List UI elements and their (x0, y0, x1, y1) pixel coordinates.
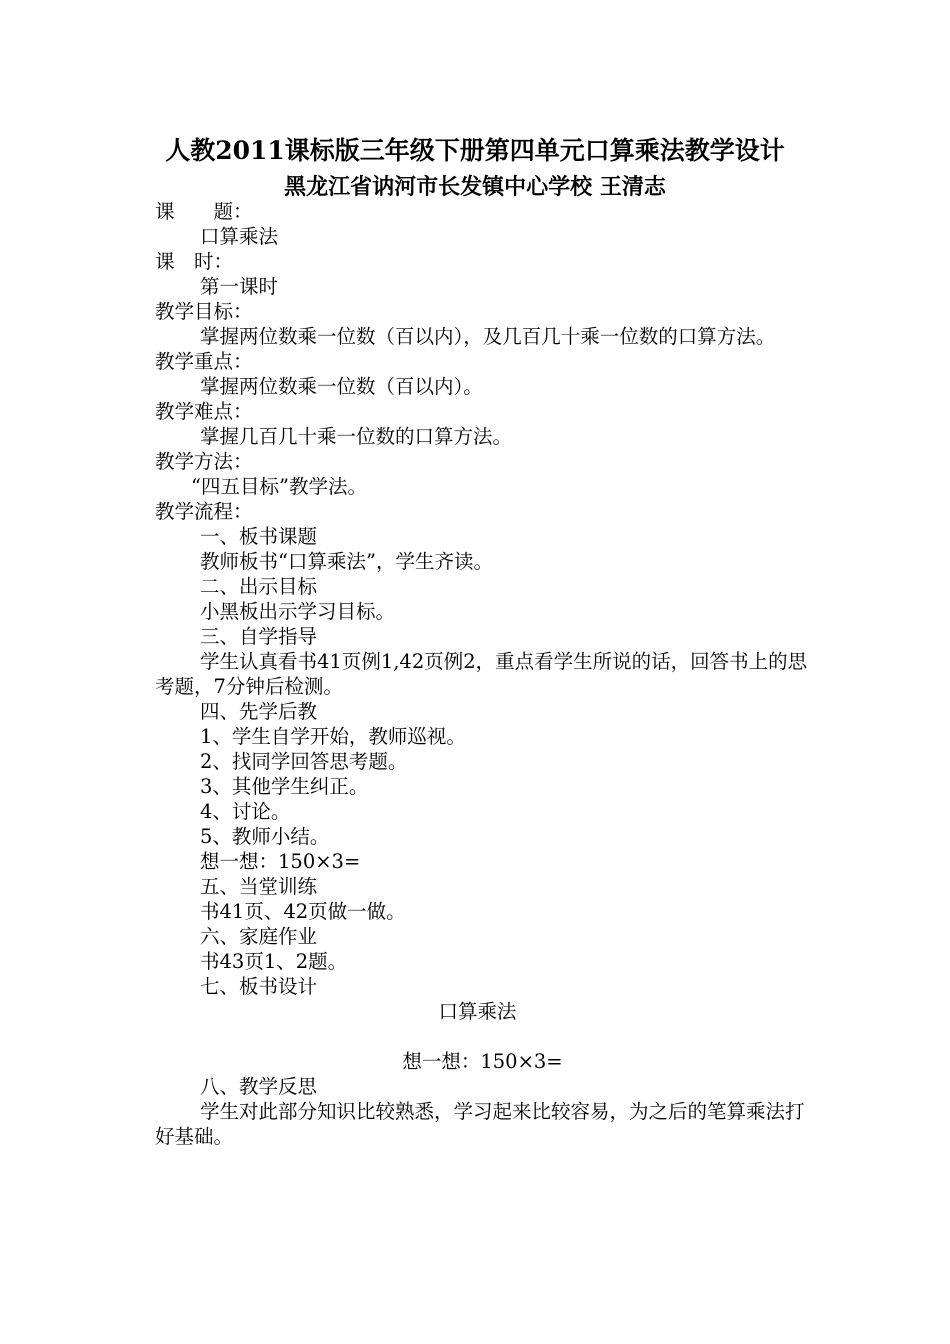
step8-title: 八、教学反思 (200, 1075, 318, 1098)
difficulty-value: 掌握几百几十乘一位数的口算方法。 (200, 425, 513, 448)
goal-label: 教学目标： (155, 300, 253, 323)
lesson-label: 课 题： (155, 200, 253, 223)
method-value: “四五目标”教学法。 (191, 475, 367, 498)
period-label: 课 时： (155, 250, 234, 273)
document-body (155, 199, 810, 1149)
goal-value: 掌握两位数乘一位数（百以内），及几百几十乘一位数的口算方法。 (200, 325, 776, 348)
list-item: 3、其他学生纠正。 (200, 775, 369, 798)
list-item: 2、找同学回答思考题。 (200, 750, 408, 773)
step5-title: 五、当堂训练 (200, 875, 318, 898)
step7-title: 七、板书设计 (200, 975, 318, 998)
step1-title: 一、板书课题 (200, 525, 318, 548)
think-question: 想一想：150×3= (200, 850, 361, 873)
document-title: 人教2011课标版三年级下册第四单元口算乘法教学设计 (165, 136, 785, 165)
step6-text: 书43页1、2题。 (200, 950, 348, 973)
step6-title: 六、家庭作业 (200, 925, 318, 948)
step4-title: 四、先学后教 (200, 700, 318, 723)
board-title: 口算乘法 (438, 1000, 517, 1023)
list-item: 5、教师小结。 (200, 825, 330, 848)
list-item: 1、学生自学开始，教师巡视。 (200, 725, 466, 748)
key-value: 掌握两位数乘一位数（百以内）。 (200, 375, 483, 398)
period-value: 第一课时 (200, 275, 279, 298)
step3-text: 学生认真看书41页例1,42页例2，重点看学生所说的话，回答书上的思考题，7分钟后检测。 (155, 650, 808, 698)
key-label: 教学重点： (155, 350, 253, 373)
list-item: 4、讨论。 (200, 800, 291, 823)
step3-title: 三、自学指导 (200, 625, 318, 648)
step5-text: 书41页、42页做一做。 (200, 900, 406, 923)
author-line: 黑龙江省讷河市长发镇中心学校 王清志 (284, 174, 666, 200)
process-label: 教学流程： (155, 500, 253, 523)
lesson-value: 口算乘法 (200, 225, 279, 248)
difficulty-label: 教学难点： (155, 400, 253, 423)
step1-text: 教师板书“口算乘法”，学生齐读。 (200, 550, 493, 573)
method-label: 教学方法： (155, 450, 253, 473)
step2-title: 二、出示目标 (200, 575, 318, 598)
board-think: 想一想：150×3= (402, 1050, 563, 1073)
spacer (155, 1024, 810, 1049)
step2-text: 小黑板出示学习目标。 (200, 600, 396, 623)
step8-text: 学生对此部分知识比较熟悉，学习起来比较容易，为之后的笔算乘法打好基础。 (155, 1100, 805, 1148)
